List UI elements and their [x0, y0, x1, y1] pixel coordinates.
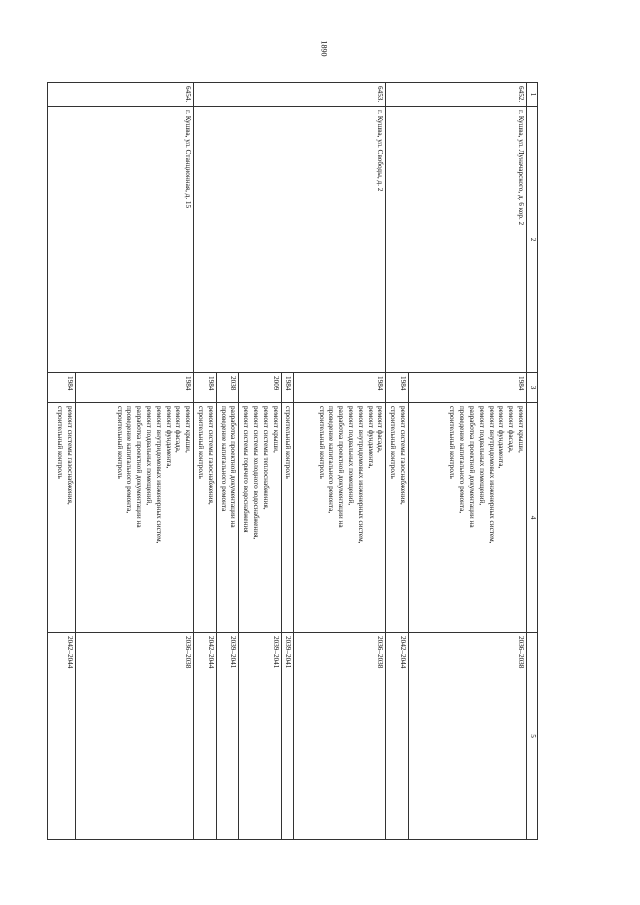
work-types-text: ремонт системы газоснабжения, строительный контроль [197, 406, 215, 505]
work-types-cell [281, 403, 294, 633]
year-cell: 1984 [281, 373, 294, 403]
address-cell: г. Кушва, ул. Луначарского, д. 6 кор. 2 [386, 107, 527, 373]
work-types-text: ремонт крыши, ремонт фасада, ремонт фундамента, ремонт внутридомовых инженерных систем, ремонт подвальных помещений, разработка проектной документации на проведение капитального ремонта, строительный контроль [115, 406, 193, 544]
work-types-cell [48, 403, 76, 633]
work-types-text: ремонт крыши, ремонт системы теплоснабжения, ремонт системы холодного водоснабжения, ремонт системы горячего водоснабжения [242, 406, 280, 540]
work-types-cell [294, 403, 386, 633]
period-cell: 2039–2041 [239, 633, 281, 840]
period-cell: 2039–2041 [281, 633, 294, 840]
period-cell: 2036–2038 [409, 633, 527, 840]
table-row [76, 83, 194, 840]
table-row [294, 83, 386, 840]
row-number: 6454. [48, 83, 194, 107]
column-header: 1 [527, 83, 538, 107]
capital-repair-table [47, 82, 538, 840]
work-types-text: разработка проектной документации на проведение капитального ремонта [219, 406, 238, 528]
work-types-cell [386, 403, 409, 633]
work-types-text: ремонт крыши, ремонт фасада, ремонт фундамента, ремонт внутридомовых инженерных систем, ремонт подвальных помещений, разработка проектной документации на проведение капитального ремонта, строительный контроль [448, 406, 525, 544]
column-header: 4 [527, 403, 538, 633]
column-header: 3 [527, 373, 538, 403]
period-cell: 2042–2044 [194, 633, 217, 840]
work-types-cell [216, 403, 239, 633]
period-cell: 2036–2038 [294, 633, 386, 840]
work-types-cell [76, 403, 194, 633]
row-number: 6453. [194, 83, 386, 107]
year-cell: 1984 [294, 373, 386, 403]
year-cell: 1984 [386, 373, 409, 403]
address-cell: г. Кушва, ул. Станционная, д. 15 [48, 107, 194, 373]
work-types-text: ремонт фасада, ремонт фундамента, ремонт внутридомовых инженерных систем, ремонт подвальных помещений, разработка проектной документации на проведение капитального ремонта, строительный контроль [317, 406, 385, 544]
column-header: 2 [527, 107, 538, 373]
period-cell: 2039–2041 [216, 633, 239, 840]
period-cell: 2042–2044 [48, 633, 76, 840]
work-types-cell [409, 403, 527, 633]
period-cell: 2042–2044 [386, 633, 409, 840]
page-number [0, 30, 640, 57]
page-number-text: 1890 [319, 40, 329, 57]
year-cell: 1984 [76, 373, 194, 403]
column-header: 5 [527, 633, 538, 840]
table-body [48, 83, 538, 840]
work-types-text: ремонт системы газоснабжения, строительный контроль [56, 406, 75, 505]
address-cell: г. Кушва, ул. Свободы, д. 2 [194, 107, 386, 373]
year-cell: 1984 [194, 373, 217, 403]
header-row [527, 83, 538, 840]
year-cell: 2038 [216, 373, 239, 403]
work-types-cell [194, 403, 217, 633]
work-types-text: ремонт системы газоснабжения, строительный контроль [389, 406, 407, 505]
year-cell: 2009 [239, 373, 281, 403]
work-types-text: строительный контроль [284, 406, 293, 479]
row-number: 6452. [386, 83, 527, 107]
year-cell: 1984 [409, 373, 527, 403]
table-row [409, 83, 527, 840]
work-types-cell [239, 403, 281, 633]
capital-repair-table-rotated [56, 82, 538, 839]
year-cell: 1984 [48, 373, 76, 403]
period-cell: 2036–2038 [76, 633, 194, 840]
